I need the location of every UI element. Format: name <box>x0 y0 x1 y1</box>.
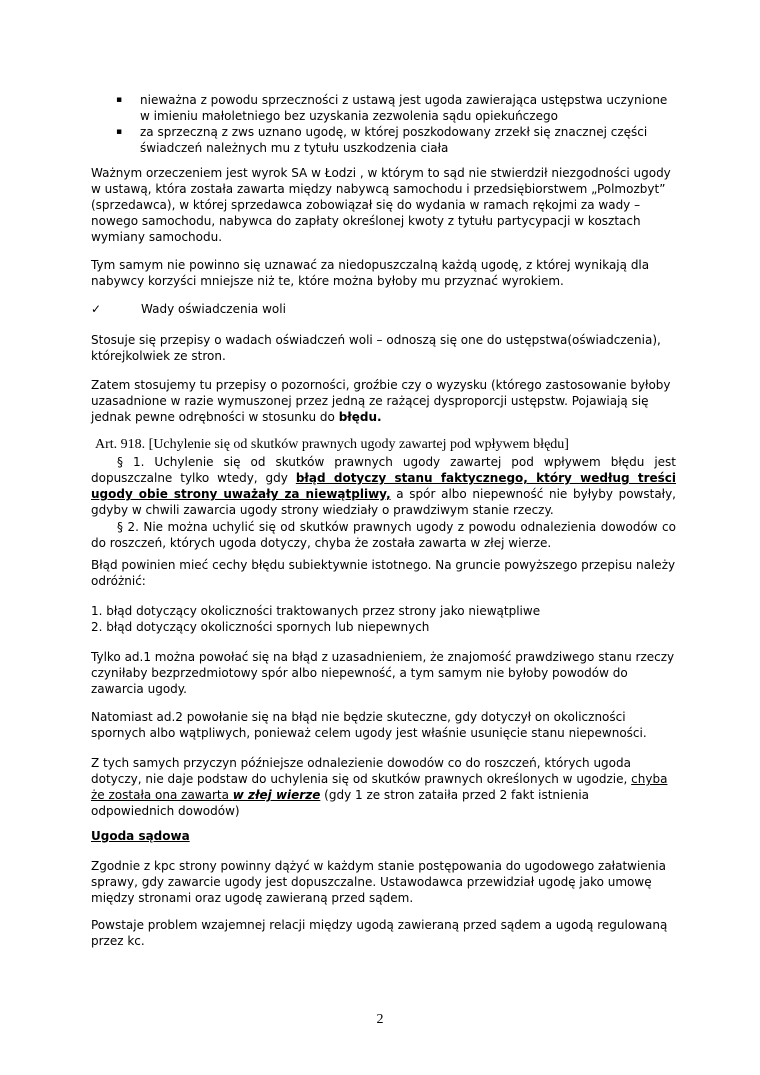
paragraph-zatem-bold: błędu. <box>338 410 382 424</box>
checkmark-icon: ✓ <box>91 302 102 316</box>
paragraph-tym-samym: Tym samym nie powinno się uznawać za niedopuszczalną każdą ugodę, z której wynikają dla nabywcy korzyści mniejsze niż te, które można byłoby mu przyznać wyrokiem. <box>91 258 650 288</box>
paragraph-zatem-text: Zatem stosujemy tu przepisy o pozorności, groźbie czy o wyzysku (którego zastosowanie byłoby uzasadnione w razie wymuszonej przez jedną ze rażącej dysproporcji ustępstw. Pojawiają się jednak pewne odrębności w stosunku do <box>91 378 671 424</box>
bullet-list <box>116 92 676 156</box>
check-item-text: Wady oświadczenia woli <box>141 302 286 316</box>
paragraph-ad2: Natomiast ad.2 powołanie się na błąd nie będzie skuteczne, gdy dotyczył on okoliczności spornych albo wątpliwych, ponieważ celem ugody jest właśnie usunięcie stanu niepewności. <box>91 710 647 740</box>
article-p1-end: a spór albo niepewność nie byłyby powstały, gdyby w chwili zawarcia ugody strony wiedziały o prawdziwym stanie rzeczy. <box>91 487 676 517</box>
paragraph-zgodnie: Zgodnie z kpc strony powinny dążyć w każdym stanie postępowania do ugodowego załatwienia sprawy, gdy zawarcie ugody jest dopuszczalne. Ustawodawca przewidział ugodę jako umowę między stronami oraz ugodę zawieraną przed sądem. <box>91 859 666 905</box>
paragraph-ad1: Tylko ad.1 można powołać się na błąd z uzasadnieniem, że znajomość prawdziwego stanu rzeczy czyniłaby bezprzedmiotowy spór albo niepewność, a tym samym nie byłoby powodów do zawarcia ugody. <box>91 650 675 696</box>
list-item-2: 2. błąd dotyczący okoliczności spornych lub niepewnych <box>91 620 430 634</box>
paragraph-z-tych-start: Z tych samych przyczyn późniejsze odnalezienie dowodów co do roszczeń, których ugoda dotyczy, nie daje podstaw do uchylenia się od skutków prawnych określonych w ugodzie, <box>91 756 632 786</box>
article-title: Art. 918. [Uchylenie się od skutków prawnych ugody zawartej pod wpływem błędu] <box>95 437 569 452</box>
paragraph-zatem <box>91 377 676 425</box>
paragraph-z-tych <box>91 755 676 819</box>
paragraph-powstaje: Powstaje problem wzajemnej relacji między ugodą zawieraną przed sądem a ugodą regulowaną przez kc. <box>91 918 668 948</box>
paragraph-z-tych-underline: chyba że została ona zawarta <box>91 772 668 802</box>
paragraph-stosuje: Stosuje się przepisy o wadach oświadczeń woli – odnoszą się one do ustępstwa(oświadczenia), którejkolwiek ze stron. <box>91 333 661 363</box>
paragraph-wyrok: Ważnym orzeczeniem jest wyrok SA w Łodzi , w którym to sąd nie stwierdził niezgodności ugody w ustawą, która została zawarta między nabywcą samochodu i przedsiębiorstwem „Polmozbyt” (sprzedawca), w której sprzedawca zobowiązał się do wydania w ramach rękojmi za wady – nowego samochodu, nabywca do zapłaty określonej kwoty z tytułu partycypacji w kosztach wymiany samochodu. <box>91 166 671 244</box>
paragraph-z-tych-italic: w złej wierze <box>232 788 321 802</box>
heading-ugoda-sadowa: Ugoda sądowa <box>91 829 190 843</box>
bullet-text: nieważna z powodu sprzeczności z ustawą jest ugoda zawierająca ustępstwa uczynione w imieniu małoletniego bez uzyskania zezwolenia sądu opiekuńczego <box>140 93 668 123</box>
article-paragraph-1 <box>91 454 676 518</box>
bullet-item <box>116 124 676 156</box>
bullet-item <box>116 92 676 124</box>
paragraph-z-tych-end: (gdy 1 ze stron zataiła przed 2 fakt istnienia odpowiednich dowodów) <box>91 788 590 818</box>
article-p1-bold: błąd dotyczy stanu faktycznego, który według treści ugody obie strony uważały za niewątpliwy, <box>91 471 677 501</box>
bullet-text: za sprzeczną z zws uznano ugodę, w której poszkodowany zrzekł się znacznej części świadczeń należnych mu z tytułu uszkodzenia ciała <box>140 125 648 155</box>
page-number: 2 <box>376 1012 384 1027</box>
check-item <box>91 301 676 317</box>
square-bullet-icon: ▪ <box>116 95 123 105</box>
list-item-1: 1. błąd dotyczący okoliczności traktowanych przez strony jako niewątpliwe <box>91 604 541 618</box>
square-bullet-icon: ▪ <box>116 127 123 137</box>
paragraph-blad: Błąd powinien mieć cechy błędu subiektywnie istotnego. Na gruncie powyższego przepisu należy odróżnić: <box>91 558 676 588</box>
article-p1-start: § 1. Uchylenie się od skutków prawnych ugody zawartej pod wpływem błędu jest dopuszczalne tylko wtedy, gdy <box>91 455 676 485</box>
article-paragraph-2: § 2. Nie można uchylić się od skutków prawnych ugody z powodu odnalezienia dowodów co do roszczeń, których ugoda dotyczy, chyba że została zawarta w złej wierze. <box>91 520 676 550</box>
